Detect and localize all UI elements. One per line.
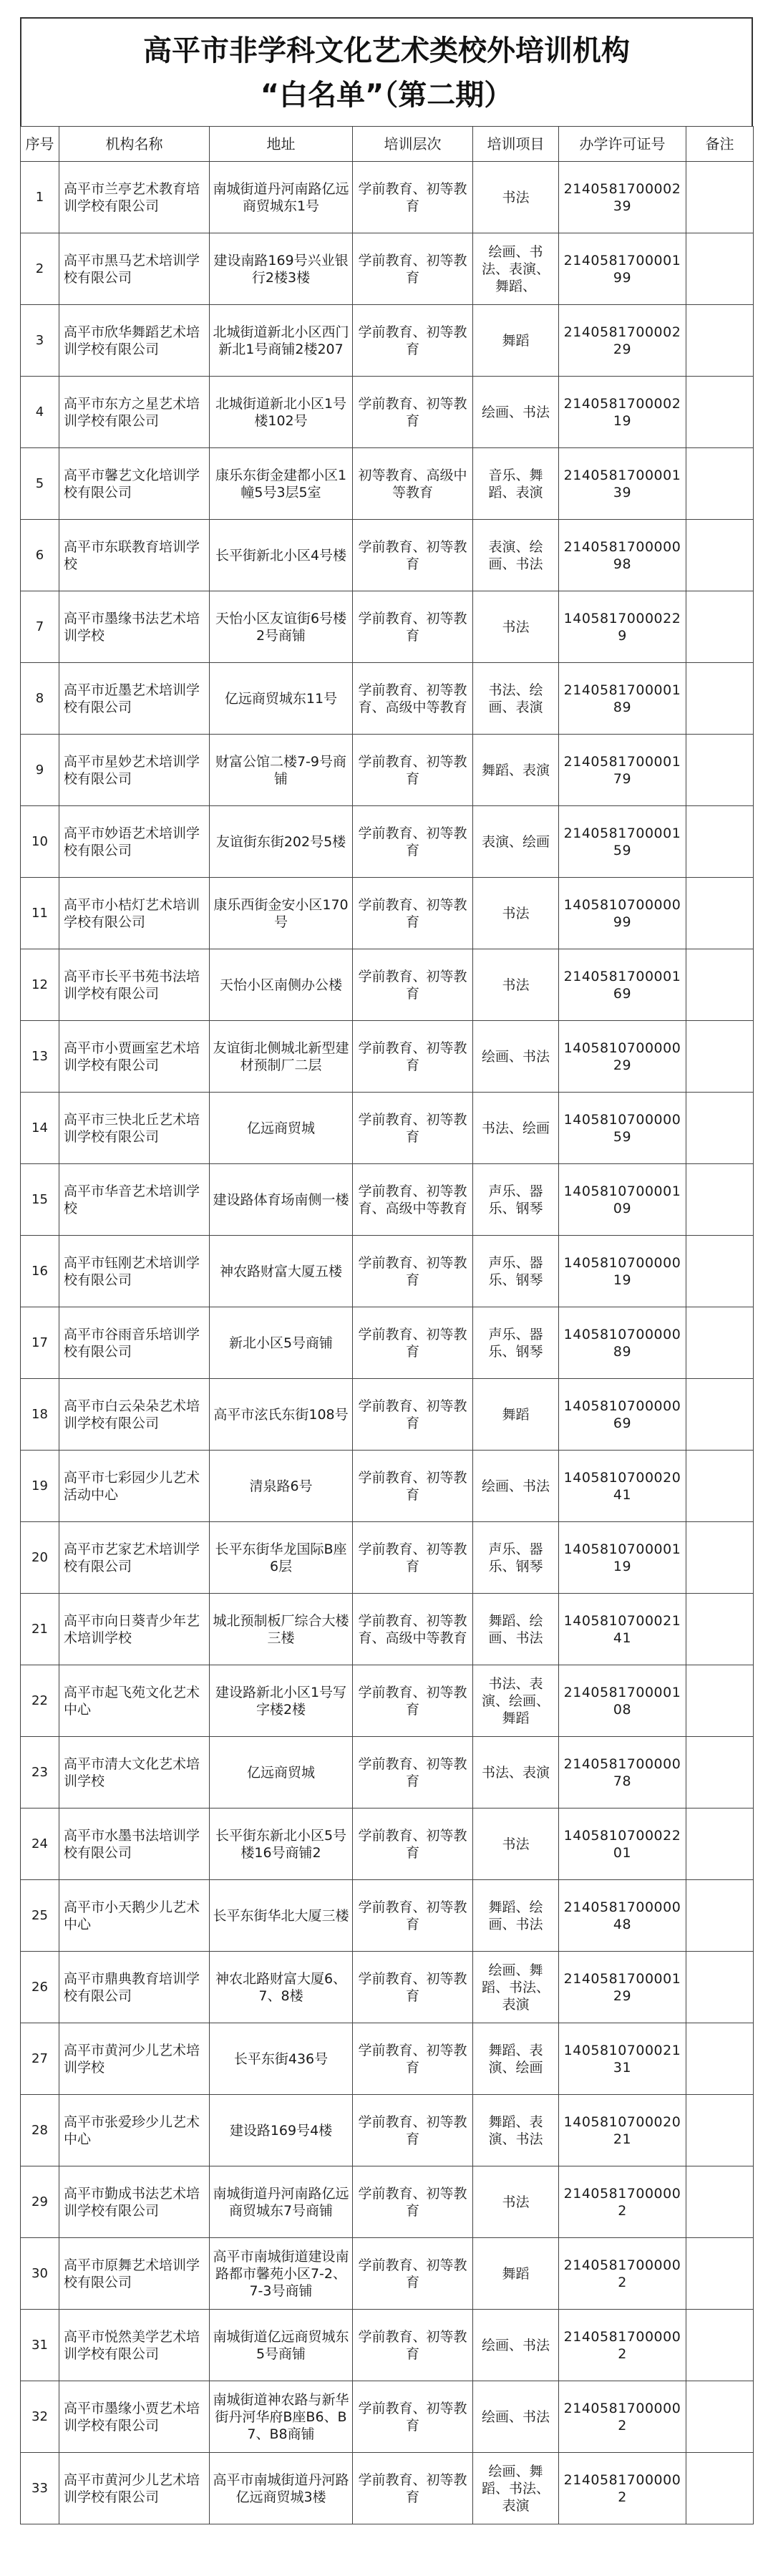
cell-org-name: 高平市水墨书法培训学校有限公司 [59, 1808, 210, 1880]
cell-index: 25 [21, 1880, 59, 1952]
cell-note [686, 377, 754, 448]
table-row [21, 1093, 754, 1164]
cell-program: 音乐、舞蹈、表演 [473, 448, 559, 520]
cell-license: 214058170000108 [559, 1665, 686, 1737]
document-title [20, 17, 753, 126]
table-row [21, 2095, 754, 2166]
cell-note [686, 305, 754, 377]
cell-org-name: 高平市原舞艺术培训学校有限公司 [59, 2238, 210, 2310]
cell-note [686, 1164, 754, 1236]
cell-address: 长平东街436号 [210, 2023, 353, 2095]
cell-org-name: 高平市小天鹅少儿艺术中心 [59, 1880, 210, 1952]
cell-index: 17 [21, 1307, 59, 1379]
table-row [21, 233, 754, 305]
cell-license: 214058170000129 [559, 1952, 686, 2023]
cell-address: 康乐东街金建都小区1幢5号3层5室 [210, 448, 353, 520]
cell-program: 绘画、舞蹈、书法、表演 [473, 2453, 559, 2524]
cell-address: 天怡小区友谊街6号楼2号商铺 [210, 591, 353, 663]
title-line-2: “白名单”（第二期） [260, 79, 513, 112]
cell-index: 19 [21, 1451, 59, 1522]
table-row [21, 1880, 754, 1952]
table-row [21, 1737, 754, 1808]
cell-index: 29 [21, 2166, 59, 2238]
cell-index: 12 [21, 949, 59, 1021]
table-row [21, 1665, 754, 1737]
cell-org-name: 高平市艺家艺术培训学校有限公司 [59, 1522, 210, 1594]
cell-note [686, 1451, 754, 1522]
cell-address: 南城街道丹河南路亿远商贸城东1号 [210, 162, 353, 233]
cell-org-name: 高平市钰刚艺术培训学校有限公司 [59, 1236, 210, 1307]
table-row [21, 520, 754, 591]
cell-level: 学前教育、初等教育 [353, 1451, 473, 1522]
cell-program: 舞蹈 [473, 2238, 559, 2310]
cell-note [686, 1236, 754, 1307]
cell-note [686, 735, 754, 806]
cell-program: 舞蹈、绘画、书法 [473, 1594, 559, 1665]
cell-note [686, 1880, 754, 1952]
cell-level: 学前教育、初等教育 [353, 1379, 473, 1451]
cell-index: 11 [21, 878, 59, 949]
cell-note [686, 2166, 754, 2238]
cell-program: 绘画、舞蹈、书法、表演 [473, 1952, 559, 2023]
table-row [21, 1451, 754, 1522]
table-row [21, 735, 754, 806]
cell-level: 学前教育、初等教育 [353, 1236, 473, 1307]
cell-index: 23 [21, 1737, 59, 1808]
table-row [21, 1522, 754, 1594]
cell-license: 140581070000089 [559, 1307, 686, 1379]
cell-address: 长平街新北小区4号楼 [210, 520, 353, 591]
cell-org-name: 高平市鼎典教育培训学校有限公司 [59, 1952, 210, 2023]
table-row [21, 1236, 754, 1307]
cell-note [686, 949, 754, 1021]
cell-program: 绘画、书法 [473, 2310, 559, 2381]
cell-index: 1 [21, 162, 59, 233]
cell-index: 7 [21, 591, 59, 663]
cell-level: 学前教育、初等教育 [353, 2238, 473, 2310]
cell-address: 北城街道新北小区1号楼102号 [210, 377, 353, 448]
cell-level: 学前教育、初等教育、高级中等教育 [353, 1164, 473, 1236]
cell-level: 学前教育、初等教育 [353, 2310, 473, 2381]
cell-license: 140581070002041 [559, 1451, 686, 1522]
cell-org-name: 高平市兰亭艺术教育培训学校有限公司 [59, 162, 210, 233]
cell-address: 高平市南城街道丹河路亿远商贸城3楼 [210, 2453, 353, 2524]
cell-program: 舞蹈 [473, 305, 559, 377]
cell-note [686, 1665, 754, 1737]
cell-level: 学前教育、初等教育 [353, 305, 473, 377]
cell-org-name: 高平市近墨艺术培训学校有限公司 [59, 663, 210, 735]
cell-license: 214058170000139 [559, 448, 686, 520]
cell-index: 8 [21, 663, 59, 735]
cell-index: 15 [21, 1164, 59, 1236]
cell-level: 学前教育、初等教育 [353, 1307, 473, 1379]
cell-program: 书法 [473, 162, 559, 233]
cell-license: 140581070000019 [559, 1236, 686, 1307]
cell-address: 亿远商贸城东11号 [210, 663, 353, 735]
cell-level: 学前教育、初等教育 [353, 2095, 473, 2166]
cell-program: 声乐、器乐、钢琴 [473, 1236, 559, 1307]
cell-note [686, 1021, 754, 1093]
cell-level: 学前教育、初等教育 [353, 233, 473, 305]
cell-level: 学前教育、初等教育、高级中等教育 [353, 663, 473, 735]
cell-address: 南城街道亿远商贸城东5号商铺 [210, 2310, 353, 2381]
cell-level: 学前教育、初等教育 [353, 1808, 473, 1880]
cell-license: 21405817000002 [559, 2381, 686, 2453]
cell-program: 绘画、书法、表演、舞蹈、 [473, 233, 559, 305]
cell-license: 21405817000002 [559, 2453, 686, 2524]
cell-note [686, 448, 754, 520]
table-header-row [21, 127, 754, 162]
cell-program: 绘画、书法 [473, 377, 559, 448]
cell-note [686, 806, 754, 878]
cell-note [686, 2310, 754, 2381]
cell-address: 康乐西街金安小区170号 [210, 878, 353, 949]
cell-address: 长平街东新北小区5号楼16号商铺2 [210, 1808, 353, 1880]
cell-level: 学前教育、初等教育 [353, 1880, 473, 1952]
cell-level: 学前教育、初等教育 [353, 806, 473, 878]
cell-index: 14 [21, 1093, 59, 1164]
cell-level: 学前教育、初等教育 [353, 1021, 473, 1093]
cell-address: 友谊街北侧城北新型建材预制厂二层 [210, 1021, 353, 1093]
cell-level: 学前教育、初等教育 [353, 1665, 473, 1737]
cell-org-name: 高平市小贾画室艺术培训学校有限公司 [59, 1021, 210, 1093]
cell-org-name: 高平市七彩园少儿艺术活动中心 [59, 1451, 210, 1522]
cell-level: 学前教育、初等教育 [353, 162, 473, 233]
cell-program: 书法 [473, 1808, 559, 1880]
cell-note [686, 1594, 754, 1665]
cell-address: 神农路财富大厦五楼 [210, 1236, 353, 1307]
cell-org-name: 高平市长平书苑书法培训学校有限公司 [59, 949, 210, 1021]
cell-program: 声乐、器乐、钢琴 [473, 1164, 559, 1236]
cell-license: 140581070002131 [559, 2023, 686, 2095]
cell-level: 学前教育、初等教育 [353, 1952, 473, 2023]
cell-org-name: 高平市三快北丘艺术培训学校有限公司 [59, 1093, 210, 1164]
cell-license: 214058170000229 [559, 305, 686, 377]
table-row [21, 1307, 754, 1379]
cell-note [686, 1093, 754, 1164]
cell-index: 13 [21, 1021, 59, 1093]
header-address: 地址 [210, 127, 353, 162]
cell-note [686, 1737, 754, 1808]
cell-index: 5 [21, 448, 59, 520]
cell-address: 高平市南城街道建设南路都市馨苑小区7-2、7-3号商铺 [210, 2238, 353, 2310]
cell-program: 书法 [473, 949, 559, 1021]
cell-index: 27 [21, 2023, 59, 2095]
cell-index: 30 [21, 2238, 59, 2310]
cell-license: 140581070000029 [559, 1021, 686, 1093]
cell-level: 学前教育、初等教育 [353, 1522, 473, 1594]
cell-address: 友谊街东街202号5楼 [210, 806, 353, 878]
cell-address: 南城街道丹河南路亿远商贸城东7号商铺 [210, 2166, 353, 2238]
cell-address: 北城街道新北小区西门新北1号商铺2楼207 [210, 305, 353, 377]
cell-note [686, 2381, 754, 2453]
header-note: 备注 [686, 127, 754, 162]
cell-license: 140581070000119 [559, 1522, 686, 1594]
cell-address: 清泉路6号 [210, 1451, 353, 1522]
cell-org-name: 高平市华音艺术培训学校 [59, 1164, 210, 1236]
cell-license: 140581070000099 [559, 878, 686, 949]
cell-level: 学前教育、初等教育 [353, 2381, 473, 2453]
cell-index: 16 [21, 1236, 59, 1307]
cell-program: 舞蹈、表演、绘画 [473, 2023, 559, 2095]
cell-address: 高平市泫氏东街108号 [210, 1379, 353, 1451]
cell-program: 声乐、器乐、钢琴 [473, 1522, 559, 1594]
cell-org-name: 高平市欣华舞蹈艺术培训学校有限公司 [59, 305, 210, 377]
cell-index: 18 [21, 1379, 59, 1451]
cell-program: 声乐、器乐、钢琴 [473, 1307, 559, 1379]
cell-index: 26 [21, 1952, 59, 2023]
cell-org-name: 高平市起飞苑文化艺术中心 [59, 1665, 210, 1737]
header-index: 序号 [21, 127, 59, 162]
table-row [21, 1594, 754, 1665]
cell-license: 140581070000069 [559, 1379, 686, 1451]
cell-program: 绘画、书法 [473, 1451, 559, 1522]
table-row [21, 591, 754, 663]
cell-address: 城北预制板厂综合大楼三楼 [210, 1594, 353, 1665]
cell-org-name: 高平市星妙艺术培训学校有限公司 [59, 735, 210, 806]
cell-note [686, 2023, 754, 2095]
cell-index: 24 [21, 1808, 59, 1880]
cell-program: 书法 [473, 2166, 559, 2238]
table-row [21, 1379, 754, 1451]
cell-index: 10 [21, 806, 59, 878]
cell-address: 天怡小区南侧办公楼 [210, 949, 353, 1021]
cell-program: 表演、绘画、书法 [473, 520, 559, 591]
table-row [21, 663, 754, 735]
cell-note [686, 2095, 754, 2166]
cell-program: 书法、绘画 [473, 1093, 559, 1164]
cell-level: 学前教育、初等教育 [353, 2453, 473, 2524]
table-row [21, 806, 754, 878]
cell-program: 书法 [473, 878, 559, 949]
cell-program: 书法、表演、绘画、舞蹈 [473, 1665, 559, 1737]
cell-org-name: 高平市清大文化艺术培训学校 [59, 1737, 210, 1808]
header-level: 培训层次 [353, 127, 473, 162]
cell-program: 舞蹈、表演、书法 [473, 2095, 559, 2166]
cell-org-name: 高平市东方之星艺术培训学校有限公司 [59, 377, 210, 448]
cell-level: 学前教育、初等教育 [353, 2023, 473, 2095]
cell-license: 21405817000002 [559, 2238, 686, 2310]
cell-program: 舞蹈、绘画、书法 [473, 1880, 559, 1952]
cell-license: 214058170000179 [559, 735, 686, 806]
cell-level: 学前教育、初等教育 [353, 1093, 473, 1164]
table-row [21, 2453, 754, 2524]
cell-level: 学前教育、初等教育、高级中等教育 [353, 1594, 473, 1665]
cell-address: 新北小区5号商铺 [210, 1307, 353, 1379]
cell-index: 4 [21, 377, 59, 448]
cell-note [686, 520, 754, 591]
cell-address: 长平东街华龙国际B座6层 [210, 1522, 353, 1594]
cell-note [686, 1952, 754, 2023]
cell-program: 书法、绘画、表演 [473, 663, 559, 735]
header-license: 办学许可证号 [559, 127, 686, 162]
cell-org-name: 高平市白云朵朵艺术培训学校有限公司 [59, 1379, 210, 1451]
cell-program: 书法、表演 [473, 1737, 559, 1808]
cell-note [686, 1379, 754, 1451]
cell-note [686, 2453, 754, 2524]
title-line-1: 高平市非学科文化艺术类校外培训机构 [143, 34, 630, 67]
cell-org-name: 高平市勤成书法艺术培训学校有限公司 [59, 2166, 210, 2238]
cell-org-name: 高平市谷雨音乐培训学校有限公司 [59, 1307, 210, 1379]
cell-org-name: 高平市悦然美学艺术培训学校有限公司 [59, 2310, 210, 2381]
cell-org-name: 高平市黄河少儿艺术培训学校有限公司 [59, 2453, 210, 2524]
cell-org-name: 高平市妙语艺术培训学校有限公司 [59, 806, 210, 878]
cell-license: 214058170000048 [559, 1880, 686, 1952]
cell-license: 140581070000109 [559, 1164, 686, 1236]
cell-program: 表演、绘画 [473, 806, 559, 878]
cell-license: 214058170000159 [559, 806, 686, 878]
cell-note [686, 878, 754, 949]
cell-index: 6 [21, 520, 59, 591]
cell-level: 学前教育、初等教育 [353, 878, 473, 949]
cell-org-name: 高平市向日葵青少年艺术培训学校 [59, 1594, 210, 1665]
table-row [21, 2238, 754, 2310]
table-row [21, 1808, 754, 1880]
cell-note [686, 2238, 754, 2310]
cell-org-name: 高平市墨缘书法艺术培训学校 [59, 591, 210, 663]
cell-note [686, 1307, 754, 1379]
table-row [21, 2166, 754, 2238]
cell-address: 长平东街华北大厦三楼 [210, 1880, 353, 1952]
cell-note [686, 1808, 754, 1880]
cell-license: 214058170000169 [559, 949, 686, 1021]
table-row [21, 949, 754, 1021]
cell-index: 9 [21, 735, 59, 806]
cell-license: 14058170000229 [559, 591, 686, 663]
table-row [21, 2381, 754, 2453]
whitelist-table [20, 126, 754, 2524]
cell-org-name: 高平市黄河少儿艺术培训学校 [59, 2023, 210, 2095]
table-row [21, 2310, 754, 2381]
cell-program: 书法 [473, 591, 559, 663]
cell-address: 神农北路财富大厦6、7、8楼 [210, 1952, 353, 2023]
cell-level: 学前教育、初等教育 [353, 735, 473, 806]
cell-org-name: 高平市黑马艺术培训学校有限公司 [59, 233, 210, 305]
cell-level: 学前教育、初等教育 [353, 1737, 473, 1808]
cell-license: 140581070002201 [559, 1808, 686, 1880]
cell-address: 财富公馆二楼7-9号商铺 [210, 735, 353, 806]
cell-license: 21405817000002 [559, 2310, 686, 2381]
cell-org-name: 高平市张爱珍少儿艺术中心 [59, 2095, 210, 2166]
table-body [21, 162, 754, 2524]
table-row [21, 878, 754, 949]
table-row [21, 1164, 754, 1236]
cell-index: 2 [21, 233, 59, 305]
cell-license: 21405817000002 [559, 2166, 686, 2238]
cell-program: 绘画、书法 [473, 2381, 559, 2453]
table-row [21, 2023, 754, 2095]
cell-license: 214058170000219 [559, 377, 686, 448]
cell-program: 绘画、书法 [473, 1021, 559, 1093]
cell-program: 舞蹈 [473, 1379, 559, 1451]
cell-level: 学前教育、初等教育 [353, 520, 473, 591]
cell-address: 建设路体育场南侧一楼 [210, 1164, 353, 1236]
cell-address: 亿远商贸城 [210, 1093, 353, 1164]
cell-note [686, 1522, 754, 1594]
cell-org-name: 高平市东联教育培训学校 [59, 520, 210, 591]
cell-license: 214058170000239 [559, 162, 686, 233]
table-row [21, 1952, 754, 2023]
cell-org-name: 高平市馨艺文化培训学校有限公司 [59, 448, 210, 520]
header-program: 培训项目 [473, 127, 559, 162]
header-org-name: 机构名称 [59, 127, 210, 162]
cell-level: 学前教育、初等教育 [353, 591, 473, 663]
table-row [21, 448, 754, 520]
cell-level: 学前教育、初等教育 [353, 949, 473, 1021]
table-row [21, 305, 754, 377]
cell-index: 33 [21, 2453, 59, 2524]
cell-index: 22 [21, 1665, 59, 1737]
cell-index: 31 [21, 2310, 59, 2381]
cell-address: 建设路169号4楼 [210, 2095, 353, 2166]
cell-index: 20 [21, 1522, 59, 1594]
table-row [21, 1021, 754, 1093]
cell-note [686, 233, 754, 305]
cell-org-name: 高平市墨缘小贾艺术培训学校有限公司 [59, 2381, 210, 2453]
cell-org-name: 高平市小桔灯艺术培训学校有限公司 [59, 878, 210, 949]
table-row [21, 377, 754, 448]
cell-license: 214058170000199 [559, 233, 686, 305]
cell-license: 140581070002021 [559, 2095, 686, 2166]
cell-address: 亿远商贸城 [210, 1737, 353, 1808]
cell-note [686, 162, 754, 233]
cell-index: 21 [21, 1594, 59, 1665]
cell-license: 214058170000189 [559, 663, 686, 735]
cell-level: 学前教育、初等教育 [353, 377, 473, 448]
cell-level: 初等教育、高级中等教育 [353, 448, 473, 520]
cell-address: 建设南路169号兴业银行2楼3楼 [210, 233, 353, 305]
cell-license: 214058170000098 [559, 520, 686, 591]
cell-license: 140581070002141 [559, 1594, 686, 1665]
table-row [21, 162, 754, 233]
cell-address: 南城街道神农路与新华街丹河华府B座B6、B7、B8商铺 [210, 2381, 353, 2453]
cell-index: 3 [21, 305, 59, 377]
cell-license: 214058170000078 [559, 1737, 686, 1808]
cell-program: 舞蹈、表演 [473, 735, 559, 806]
cell-address: 建设路新北小区1号写字楼2楼 [210, 1665, 353, 1737]
cell-index: 32 [21, 2381, 59, 2453]
cell-license: 140581070000059 [559, 1093, 686, 1164]
cell-index: 28 [21, 2095, 59, 2166]
cell-note [686, 591, 754, 663]
cell-level: 学前教育、初等教育 [353, 2166, 473, 2238]
cell-note [686, 663, 754, 735]
